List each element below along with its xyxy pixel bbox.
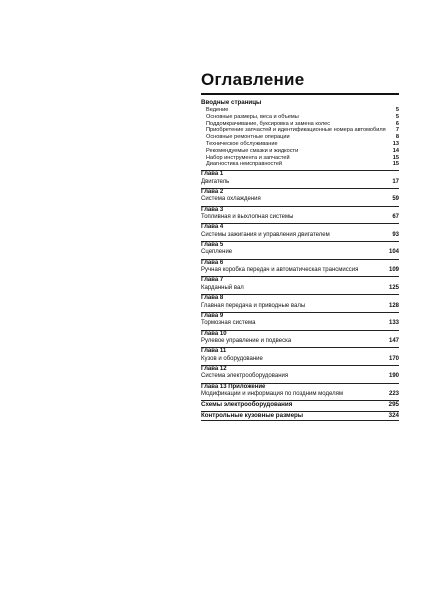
chapter-block [201, 188, 399, 204]
entry-page: 59 [392, 196, 399, 203]
entry-page: 128 [388, 302, 399, 309]
chapter-block [201, 259, 399, 275]
entry-page: 190 [388, 373, 399, 380]
entry-title: Техническое обслуживание [206, 140, 278, 147]
entry-page: 15 [392, 161, 399, 168]
chapter-label: Глава 10 [201, 330, 227, 337]
entry-title: Рекомендуемые смазки и жидкости [206, 147, 299, 154]
entry-title: Модификации и информация по поздним моделям [201, 391, 343, 398]
entry-page: 133 [388, 320, 399, 327]
chapter-label: Глава 8 [201, 295, 224, 302]
entry-page: 93 [392, 231, 399, 238]
chapter-block [201, 365, 399, 381]
toc-entry[interactable] [201, 373, 399, 380]
entry-page: 15 [392, 154, 399, 161]
intro-heading: Вводные страницы [201, 99, 262, 106]
entry-page: 14 [392, 147, 399, 154]
entry-page: 170 [388, 355, 399, 362]
extra-list [201, 400, 399, 421]
entry-title: Диагностика неисправностей [206, 161, 283, 168]
entry-title: Системы зажигания и управления двигателем [201, 231, 330, 238]
toc-entry[interactable] [201, 320, 399, 327]
chapter-label: Глава 2 [201, 188, 224, 195]
chapter-list [201, 170, 399, 398]
entry-page: 7 [395, 127, 399, 134]
table-of-contents [201, 99, 399, 421]
chapter-label: Глава 6 [201, 259, 224, 266]
entry-page: 147 [388, 338, 399, 344]
toc-entry[interactable] [201, 232, 399, 239]
intro-list [201, 107, 399, 168]
chapter-block [201, 347, 399, 363]
entry-page: 17 [392, 178, 399, 185]
entry-page: 5 [395, 107, 399, 113]
entry-title: Двигатель [201, 178, 230, 185]
entry-page: 8 [395, 134, 399, 141]
toc-entry[interactable] [201, 196, 399, 203]
chapter-label: Глава 12 [201, 365, 227, 372]
chapter-block [201, 170, 399, 186]
entry-title: Главная передача и приводные валы [201, 302, 306, 309]
toc-entry[interactable] [201, 148, 399, 155]
toc-entry[interactable] [201, 400, 399, 409]
intro-section [201, 99, 399, 168]
entry-title: Ведение [206, 107, 229, 113]
entry-page: 109 [388, 267, 399, 274]
entry-title: Поддомкрачивание, буксировка и замена колес [206, 120, 331, 127]
chapter-label: Глава 4 [201, 224, 224, 231]
toc-entry[interactable] [201, 303, 399, 310]
entry-page: 324 [388, 412, 399, 420]
chapter-block [201, 383, 399, 399]
entry-title: Топливная и выхлопная системы [201, 214, 294, 221]
chapter-label: Глава 13 Приложение [201, 383, 266, 390]
toc-entry[interactable] [201, 134, 399, 141]
entry-title: Набор инструмента и запчастей [206, 154, 290, 161]
chapter-label: Глава 11 [201, 348, 227, 355]
toc-entry[interactable] [201, 356, 399, 363]
chapter-label: Глава 1 [201, 171, 224, 178]
chapter-block [201, 276, 399, 292]
entry-title: Приобретение запчастей и идентификационные номера автомобиля [206, 127, 386, 134]
chapter-label: Глава 9 [201, 312, 224, 319]
entry-page: 6 [395, 120, 399, 127]
toc-entry[interactable] [201, 249, 399, 256]
entry-title: Сцепление [201, 249, 233, 256]
chapter-label: Глава 7 [201, 277, 224, 284]
toc-entry[interactable] [201, 391, 399, 398]
entry-page: 125 [388, 284, 399, 291]
chapter-label: Глава 5 [201, 241, 224, 248]
chapter-block [201, 294, 399, 310]
entry-title: Кузов и оборудование [201, 355, 263, 362]
entry-title: Основные ремонтные операции [206, 134, 290, 141]
entry-title: Карданный вал [201, 284, 244, 291]
chapter-block [201, 223, 399, 239]
entry-page: 5 [395, 113, 399, 120]
title-rule [201, 93, 399, 95]
chapter-block [201, 330, 399, 346]
toc-entry[interactable] [201, 107, 399, 114]
entry-title: Ручная коробка передач и автоматическая трансмиссия [201, 267, 359, 274]
toc-entry[interactable] [201, 161, 399, 168]
entry-page: 104 [388, 249, 399, 256]
toc-entry[interactable] [201, 214, 399, 221]
toc-entry[interactable] [201, 127, 399, 134]
chapter-block [201, 206, 399, 222]
toc-entry[interactable] [201, 141, 399, 148]
chapter-block [201, 312, 399, 328]
entry-title: Контрольные кузовные размеры [201, 412, 304, 420]
toc-entry[interactable] [201, 267, 399, 274]
toc-entry[interactable] [201, 411, 399, 421]
toc-entry[interactable] [201, 338, 399, 345]
page-title: Оглавление [201, 70, 305, 89]
entry-title: Система электрооборудования [201, 373, 289, 380]
chapter-label: Глава 3 [201, 206, 224, 213]
entry-title: Система охлаждения [201, 196, 261, 203]
entry-page: 67 [392, 214, 399, 221]
toc-entry[interactable] [201, 285, 399, 292]
entry-title: Тормозная система [201, 320, 256, 327]
entry-page: 223 [388, 391, 399, 398]
entry-title: Рулевое управление и подвеска [201, 338, 292, 344]
toc-entry[interactable] [201, 114, 399, 121]
chapter-block [201, 241, 399, 257]
entry-title: Основные размеры, веса и объемы [206, 113, 299, 120]
entry-page: 13 [392, 140, 399, 147]
toc-entry[interactable] [201, 179, 399, 186]
entry-title: Схемы электрооборудования [201, 401, 293, 409]
entry-page: 295 [388, 401, 399, 409]
